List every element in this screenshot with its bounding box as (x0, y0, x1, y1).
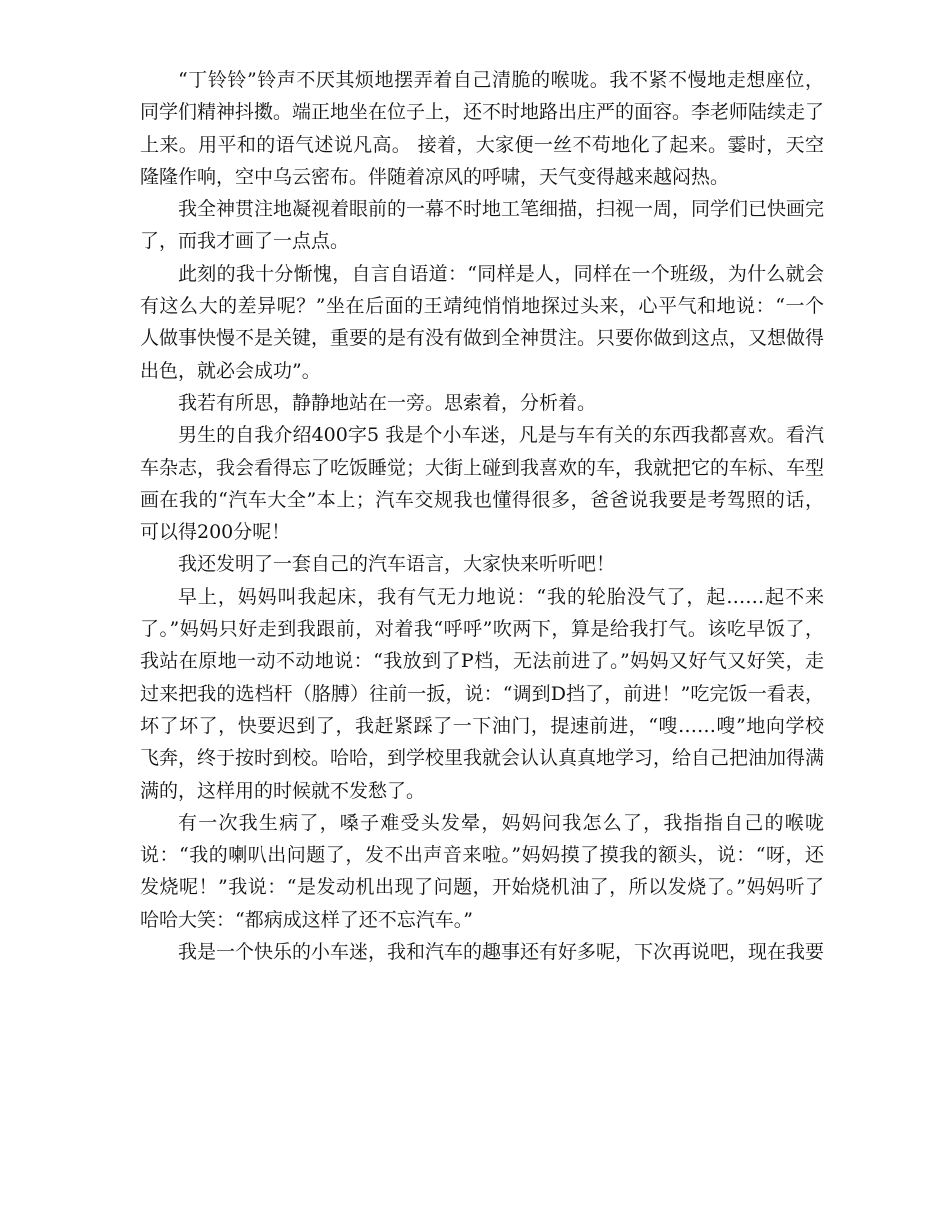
paragraph: 我全神贯注地凝视着眼前的一幕不时地工笔细描，扫视一周，同学们已快画完了，而我才画了一点点。 (140, 198, 825, 253)
paragraph: 我是一个快乐的小车迷，我和汽车的趣事还有好多呢，下次再说吧，现在我要 (178, 941, 825, 964)
paragraph: 男生的自我介绍400字5 我是个小车迷，凡是与车有关的东西我都喜欢。看汽车杂志，我会看得忘了吃饭睡觉；大街上碰到我喜欢的车，我就把它的车标、车型画在我的“汽车大全”本上；汽车交规我也懂得很多，爸爸说我要是考驾照的话，可以得200分呢！ (140, 424, 825, 544)
paragraph: 有一次我生病了，嗓子难受头发晕，妈妈问我怎么了，我指指自己的喉咙说：“我的喇叭出问题了，发不出声音来啦。”妈妈摸了摸我的额头，说：“呀，还发烧呢！”我说：“是发动机出现了问题，开始烧机油了，所以发烧了。”妈妈听了哈哈大笑：“都病成这样了还不忘汽车。” (140, 811, 824, 931)
paragraph: 我还发明了一套自己的汽车语言，大家快来听听吧！ (178, 553, 616, 576)
paragraph: “丁铃铃”铃声不厌其烦地摆弄着自己清脆的喉咙。我不紧不慢地走想座位，同学们精神抖擞。端正地坐在位子上，还不时地路出庄严的面容。李老师陆续走了上来。用平和的语气述说凡高。 接着，大家便一丝不苟地化了起来。霎时，天空隆隆作响，空中乌云密布。伴随着凉风的呼啸，天气变得越来越闷热。 (140, 69, 825, 188)
paragraph: 早上，妈妈叫我起床，我有气无力地说：“我的轮胎没气了，起……起不来了。”妈妈只好走到我跟前，对着我“呼呼”吹两下，算是给我打气。该吃早饭了，我站在原地一动不动地说：“我放到了P档，无法前进了。”妈妈又好气又好笑，走过来把我的选档杆（胳膊）往前一扳，说：“调到D挡了，前进！”吃完饭一看表，坏了坏了，快要迟到了，我赶紧踩了一下油门，提速前进，“嗖……嗖”地向学校飞奔，终于按时到校。哈哈，到学校里我就会认认真真地学习，给自己把油加得满满的，这样用的时候就不发愁了。 (140, 585, 825, 802)
document-page (140, 64, 824, 968)
paragraph: 我若有所思，静静地站在一旁。思索着，分析着。 (178, 391, 597, 414)
paragraph: 此刻的我十分惭愧，自言自语道：“同样是人，同样在一个班级，为什么就会有这么大的差异呢？”坐在后面的王靖纯悄悄地探过头来，心平气和地说：“一个人做事快慢不是关键，重要的是有没有做到全神贯注。只要你做到这点，又想做得出色，就必会成功”。 (140, 262, 825, 382)
